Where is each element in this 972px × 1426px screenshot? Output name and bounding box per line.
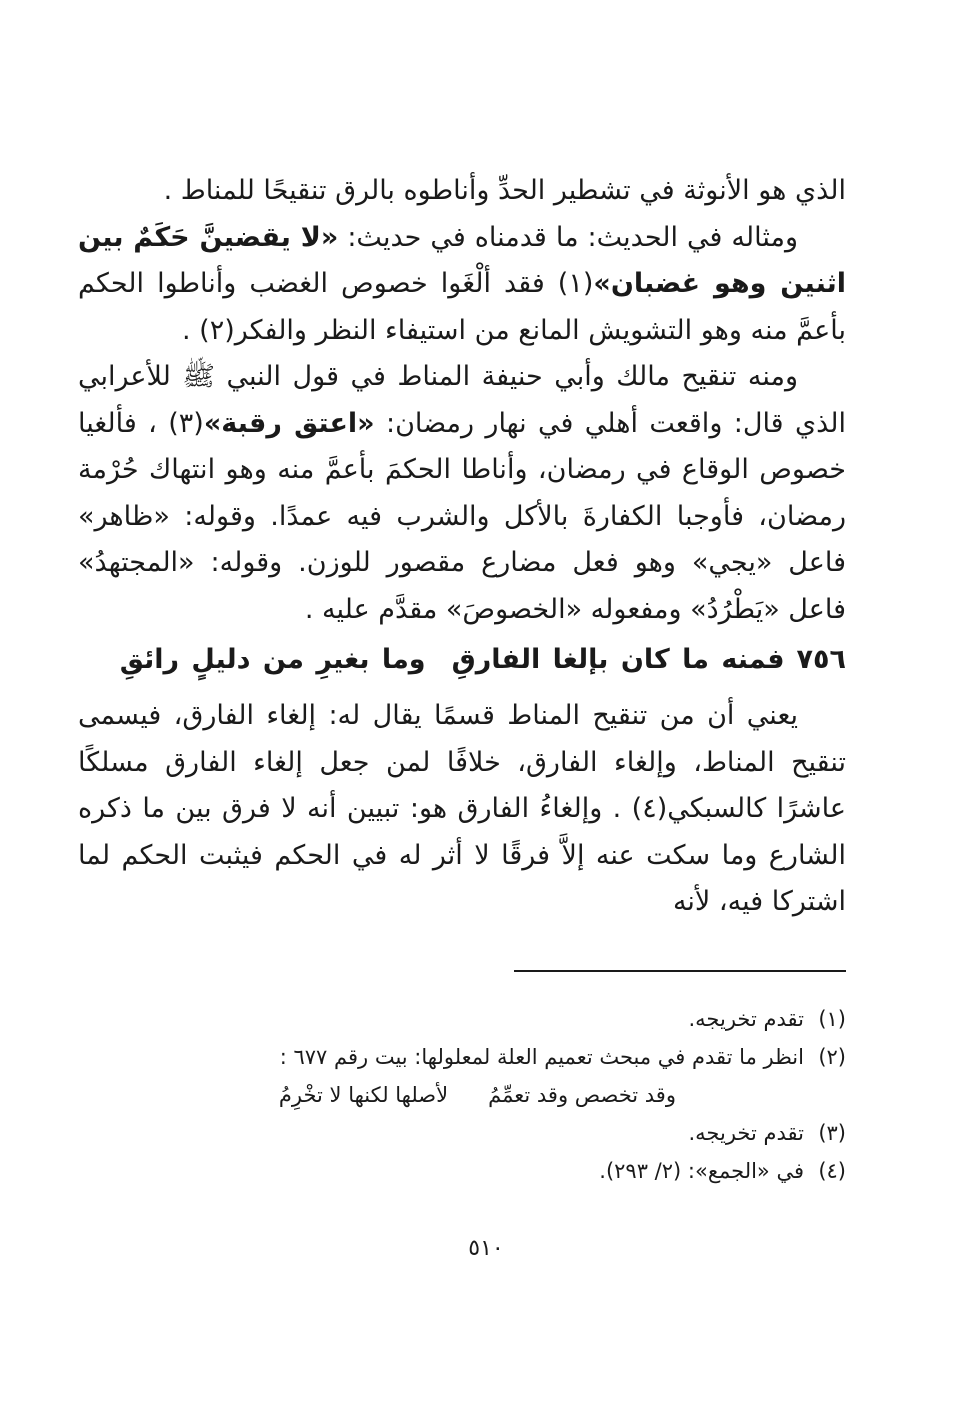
paragraph-2 [78, 215, 846, 355]
paragraph-3-lead: ومنه تنقيح مالك وأبي حنيفة المناط في قول النبي ﷺ للأعرابي الذي قال: واقعت أهلي في نهار رمضان: [78, 361, 846, 439]
hadith-quote-2: «اعتق رقبة» [203, 407, 375, 439]
footnote-text: تقدم تخريجه. [688, 1007, 804, 1031]
page-number: ٥١٠ [468, 1236, 504, 1261]
footnote-3 [78, 1114, 846, 1152]
footnote-text: في «الجمع»: (٢/ ٢٩٣). [599, 1159, 804, 1183]
paragraph-2-rest: (١) فقد ألْغَوا خصوص الغضب وأناطوا الحكم بأعمَّ منه وهو التشويش المانع من استيفاء النظر والفكر(٢) . [78, 268, 846, 346]
footnote-4 [78, 1152, 846, 1190]
footnote-number: (١) [818, 1007, 846, 1031]
paragraph-3-rest: (٣) ، فألغيا خصوص الوقاع في رمضان، وأناطا الحكمَ بأعمَّ منه وهو انتهاك حُرْمة رمضان، فأوجبا الكفارةَ بالأكل والشرب فيه عمدًا. وقوله: «ظاهر» فاعل «يجي» وهو فعل مضارع مقصور للوزن. وقوله: «المجتهدُ» فاعل «يَطْرُدُ» ومفعوله «الخصوصَ» مقدَّم عليه . [78, 407, 846, 625]
paragraph-1-text: الذي هو الأنوثة في تشطير الحدِّ وأناطوه بالرق تنقيحًا للمناط . [163, 175, 846, 206]
verse-first-hemistich: فمنه ما كان بإلغا الفارقِ [451, 644, 785, 675]
verse-number: ٧٥٦ [796, 644, 846, 675]
footnote-2-poem [78, 1076, 846, 1114]
paragraph-4 [78, 693, 846, 926]
verse-756 [78, 637, 846, 683]
paragraph-2-lead: ومثاله في الحديث: ما قدمناه في حديث: [338, 221, 799, 253]
paragraph-1 [78, 168, 846, 215]
main-text-body [78, 168, 846, 926]
footnote-number: (٣) [818, 1121, 846, 1145]
footnotes-section [78, 1000, 846, 1190]
footnote-number: (٢) [818, 1045, 846, 1069]
footnote-text: انظر ما تقدم في مبحث تعميم العلة لمعلولها: بيت رقم ٦٧٧ : [279, 1045, 804, 1069]
verse-second-hemistich: وما بغيرِ من دليلٍ رائقِ [119, 644, 426, 675]
footnote-1 [78, 1000, 846, 1038]
footnote-text: تقدم تخريجه. [688, 1121, 804, 1145]
footnote-number: (٤) [818, 1159, 846, 1183]
poem-first-hemistich: وقد تخصص وقد تعمِّمُ [488, 1083, 676, 1107]
hadith-quote-1: «لا يقضينَّ حَكَمٌ بين اثنين وهو غضبان» [78, 221, 846, 299]
paragraph-3 [78, 354, 846, 633]
footnote-divider [514, 970, 846, 972]
footnote-2 [78, 1038, 846, 1076]
poem-second-hemistich: لأصلها لكنها لا تخْرِمُ [278, 1083, 449, 1107]
paragraph-4-text: يعني أن من تنقيح المناط قسمًا يقال له: إلغاء الفارق، فيسمى تنقيح المناط، وإلغاء الفارق، خلافًا لمن جعل إلغاء الفارق مسلكًا عاشرًا كالسبكي(٤) . وإلغاءُ الفارق هو: تبيين أنه لا فرق بين ما ذكره الشارع وما سكت عنه إلاَّ فرقًا لا أثر له في الحكم فيثبت الحكم لما اشتركا فيه، لأنه [78, 700, 846, 917]
